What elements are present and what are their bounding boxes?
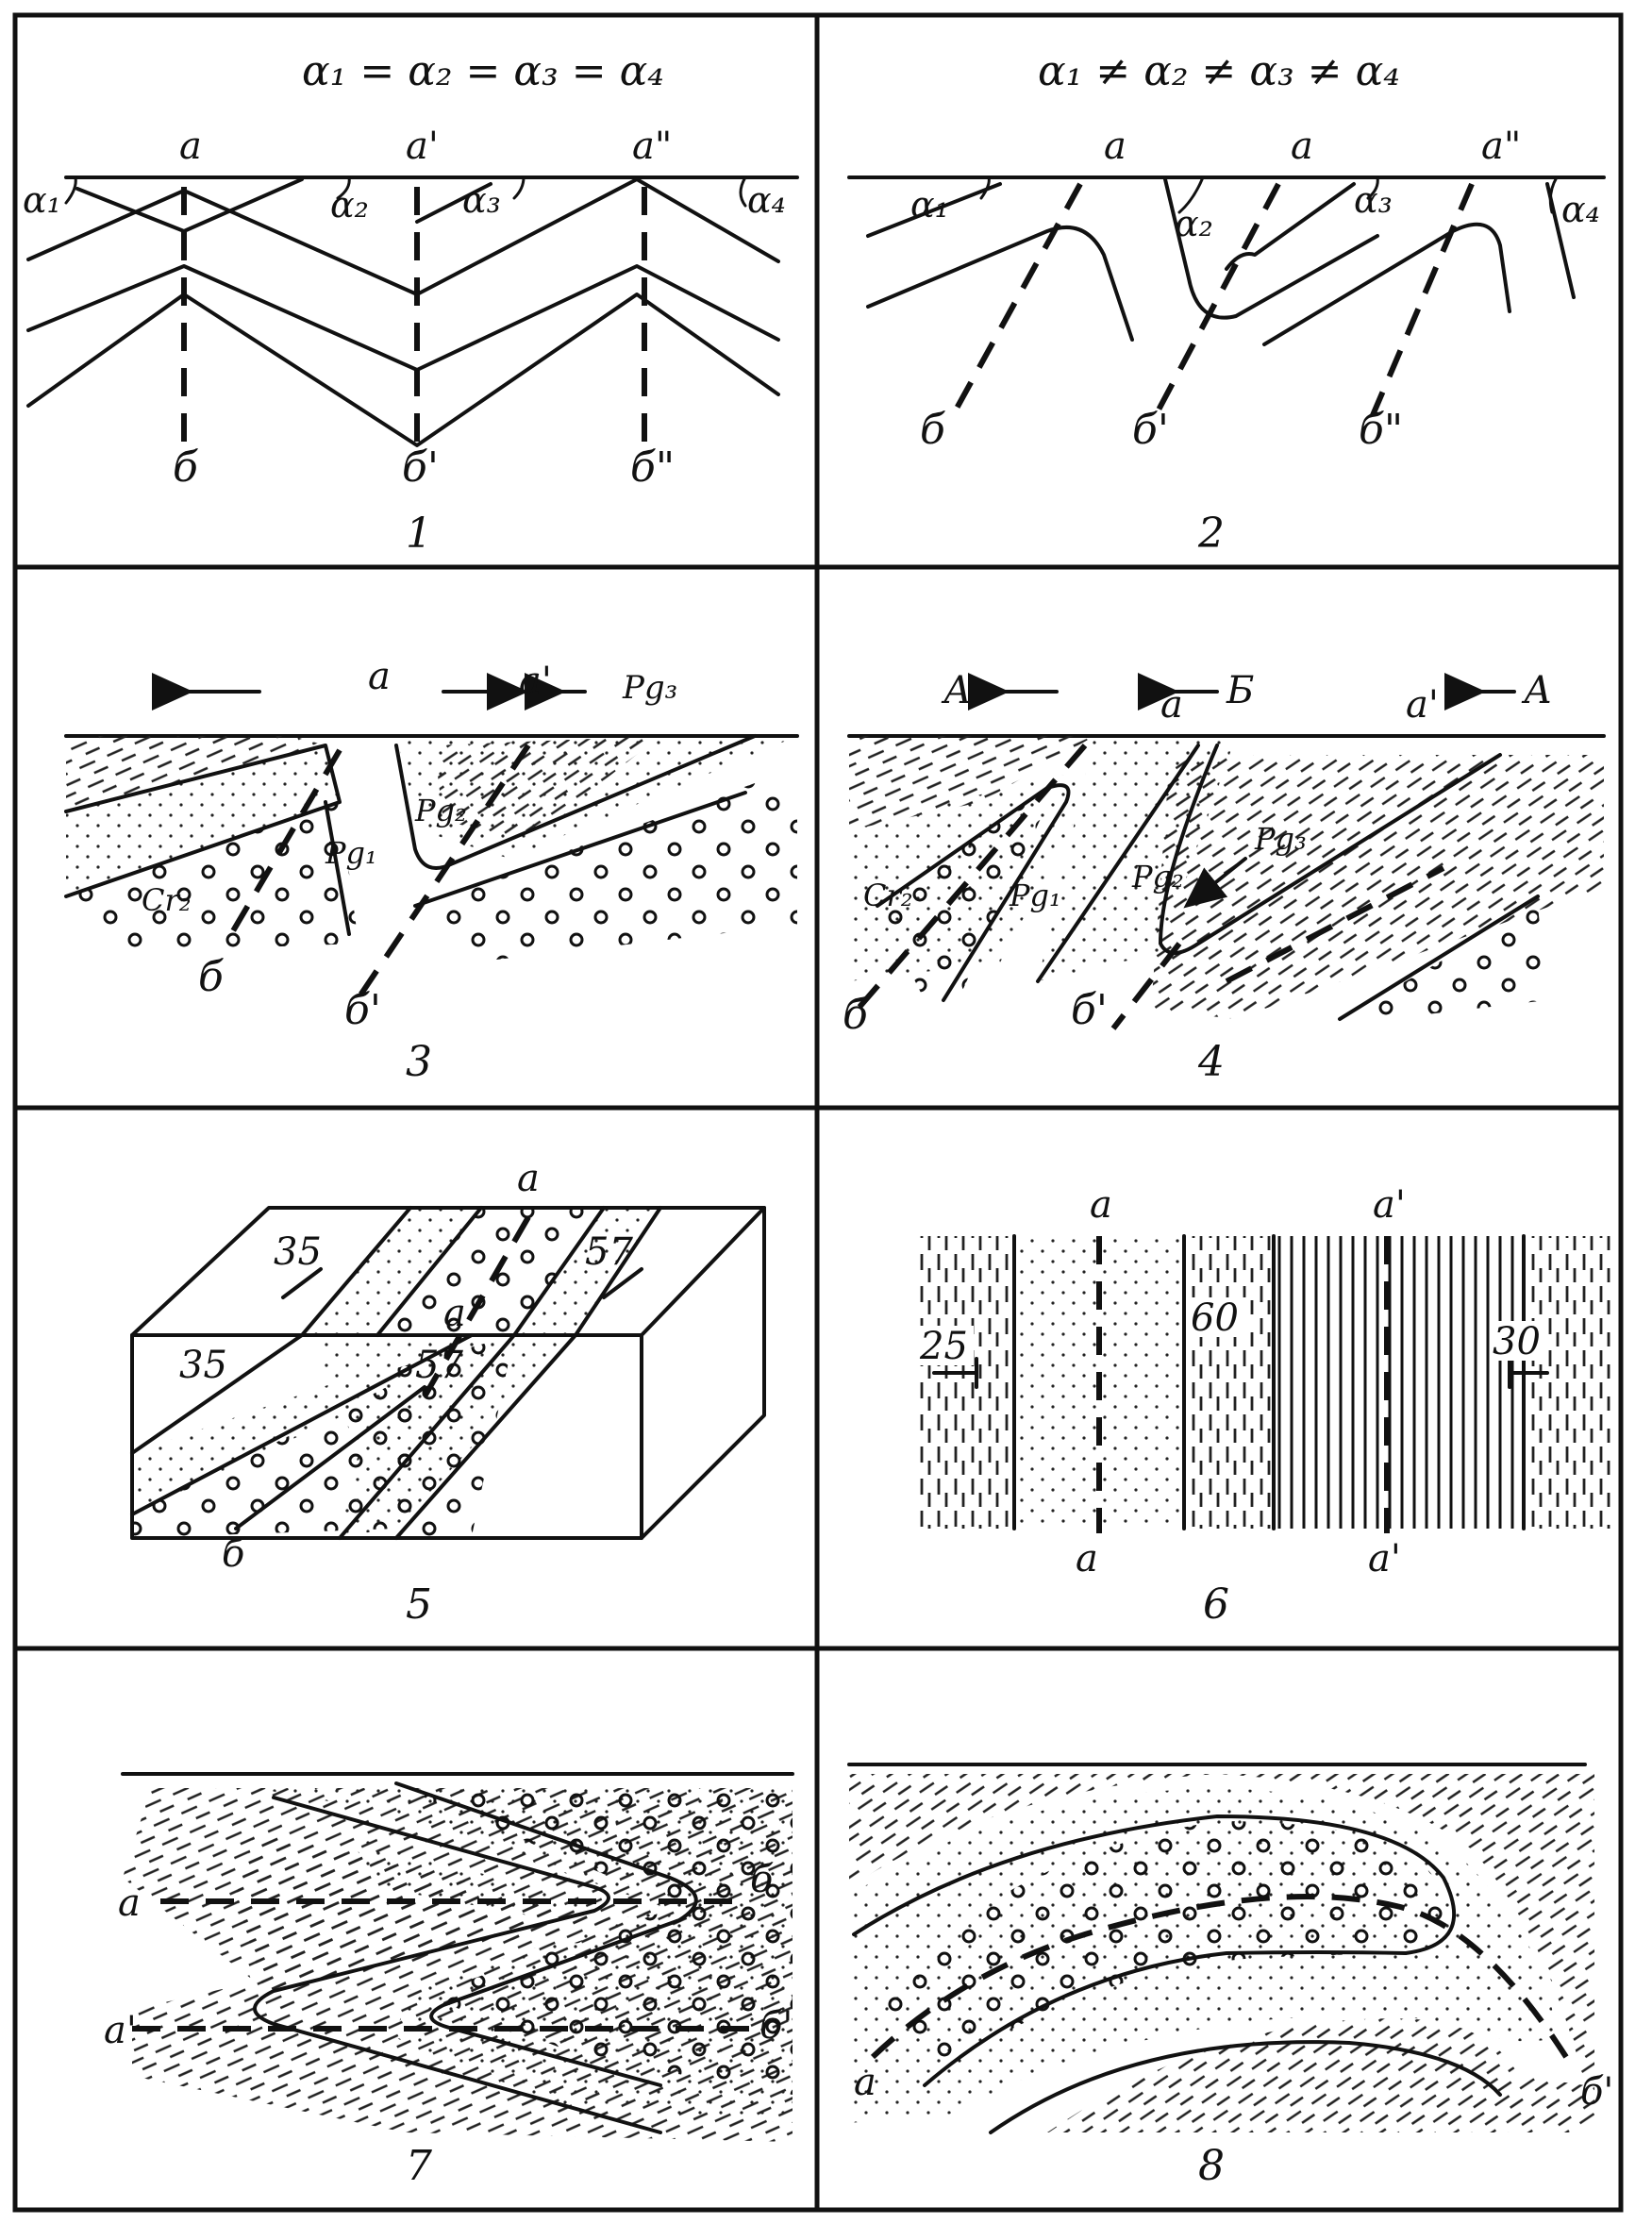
panel-8 [849,1764,1613,2190]
angle-alpha3: α₃ [1354,179,1393,221]
label-b: б [198,953,224,1001]
angle-alpha4: α₄ [1561,189,1600,230]
panel-number: 1 [406,510,432,558]
label-cr2: Cr₂ [863,878,913,913]
label-pg1: Pg₁ [325,835,377,871]
panel-number: 6 [1203,1580,1229,1629]
axial-line-b [953,184,1080,415]
panel-number: 4 [1198,1038,1225,1086]
dip-label-30: 30 [1493,1320,1541,1363]
label-b1: б' [402,443,439,492]
label-A-left: А [943,669,973,712]
angle-alpha1: α₁ [23,179,61,221]
panel-number: 2 [1198,510,1225,558]
label-b1: б' [1132,406,1169,454]
label-pg3: Pg₃ [623,669,678,707]
panel-7 [104,1774,793,2190]
panel-5 [132,1157,764,1629]
label-a: а [1104,125,1126,168]
dip-label-35-top: 35 [274,1230,322,1274]
panel-2-title: α₁ ≠ α₂ ≠ α₃ ≠ α₄ [1038,47,1400,95]
label-a1: а' [104,2009,137,2052]
angle-alpha3: α₃ [462,179,501,221]
label-b1: б' [344,986,381,1034]
label-a1-top: а' [1373,1183,1406,1227]
label-pg3: Pg₃ [1255,821,1307,857]
label-B: Б [1226,669,1255,712]
label-pg2: Pg₂ [1132,859,1184,895]
label-a-top: а [517,1157,540,1200]
label-a2: а" [632,125,673,168]
label-b2: б" [630,443,676,492]
label-a-bottom: а [1076,1537,1098,1580]
label-pg1: Pg₁ [1010,878,1061,913]
dip-label-60: 60 [1191,1296,1239,1340]
label-b2: б" [1359,406,1404,454]
label-a-top: а [1090,1183,1112,1227]
dip-label-35-front: 35 [179,1344,227,1387]
panel-1 [23,47,797,558]
label-a: а [118,1881,141,1925]
label-a1: а' [1406,683,1439,727]
panel-6 [917,1183,1613,1629]
label-a1-bottom: а' [1368,1537,1401,1580]
label-b: б [222,1532,245,1576]
label-b1: б' [759,2004,793,2048]
angle-alpha1: α₁ [910,184,949,226]
dip-label-25: 25 [920,1325,968,1368]
panel-3 [66,655,797,1086]
label-a: а [854,2061,876,2104]
label-b: б [920,406,945,454]
label-a1: а [1291,125,1313,168]
label-a-mid: а [443,1292,466,1335]
label-a: а [368,655,391,698]
label-a: а [1160,683,1183,727]
angle-alpha4: α₄ [747,179,786,221]
panel-1-title: α₁ = α₂ = α₃ = α₄ [302,47,664,95]
dip-label-57-front: 57 [415,1344,463,1387]
label-a1: а' [406,125,439,168]
angle-alpha2: α₂ [1175,203,1213,244]
label-cr2: Cr₂ [142,882,192,918]
angle-alpha2: α₂ [330,184,369,226]
panel-2 [849,47,1604,558]
label-A-right: А [1524,669,1553,712]
label-a2: а" [1481,125,1522,168]
label-b: б [843,991,868,1039]
label-b1: б' [1580,2070,1614,2114]
label-a1: а' [519,660,552,703]
label-a: а [179,125,202,168]
label-b1: б' [1071,986,1108,1034]
panel-number: 8 [1198,2142,1225,2190]
label-b: б [173,443,198,492]
dip-label-57-top: 57 [585,1230,633,1274]
panel-number: 7 [406,2142,432,2190]
label-pg2: Pg₂ [415,793,467,828]
panel-4 [843,669,1604,1086]
label-b: б [750,1858,774,1901]
panel-number: 5 [406,1580,432,1629]
panel-number: 3 [406,1038,432,1086]
